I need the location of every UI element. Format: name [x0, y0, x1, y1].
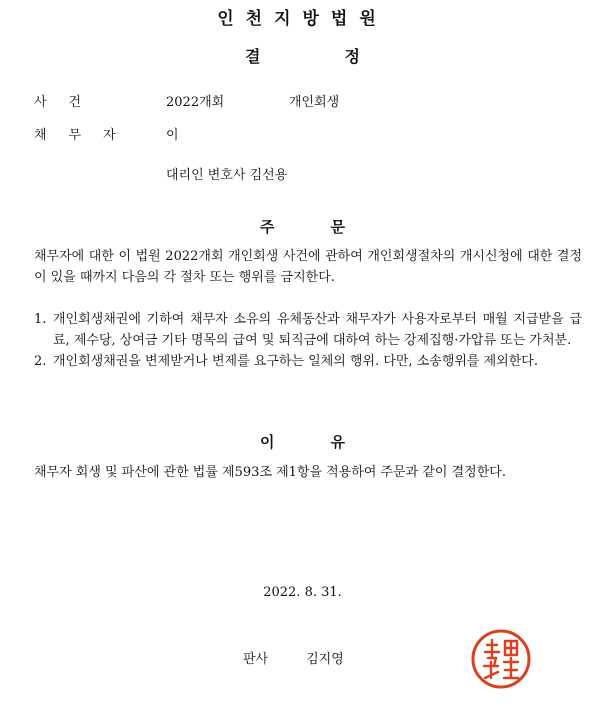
document-title-left: 결 [245, 47, 261, 66]
reason-text: 채무자 회생 및 파산에 관한 법률 제593조 제1항을 적용하여 주문과 같이 결정한다. [34, 465, 506, 480]
document-title [0, 44, 605, 67]
order-heading: 주 문 [260, 218, 345, 236]
judge-title: 판사 [243, 652, 269, 667]
debtor-agent: 대리인 변호사 김선용 [166, 168, 288, 183]
debtor-name: 이 [166, 128, 179, 143]
order-intro: 채무자에 대한 이 법원 2022개회 개인회생 사건에 관하여 개인회생절차의 개시신청에 대한 결정이 있을 때까지 다음의 각 절차 또는 행위를 금지한다. [34, 249, 582, 285]
debtor-label: 채무자 [34, 128, 138, 143]
order-item: 2. 개인회생채권을 변제받거나 변제를 요구하는 일체의 행위. 다만, 소송행위를 제외한다. [34, 354, 538, 369]
case-name: 개인회생 [289, 95, 340, 110]
decision-date: 2022. 8. 31. [263, 585, 342, 600]
judge-seal-icon [470, 628, 532, 690]
court-title: 인천지방법원 [217, 9, 388, 29]
judge-signature [243, 648, 344, 667]
document-title-right: 정 [344, 47, 360, 66]
order-item: 1. 개인회생채권에 기하여 채무자 소유의 유체동산과 채무자가 사용자로부터 매월 지급받을 급료, 제수당, 상여금 기타 명목의 급여 및 퇴직금에 대하여 하는 강제집행·가압류 또는 가처분. [34, 312, 582, 348]
reason-heading: 이 유 [260, 433, 345, 451]
order-items [34, 309, 582, 372]
judge-name: 김지영 [306, 652, 344, 667]
case-label: 사건 [34, 95, 104, 110]
case-number: 2022개회 [166, 95, 225, 110]
